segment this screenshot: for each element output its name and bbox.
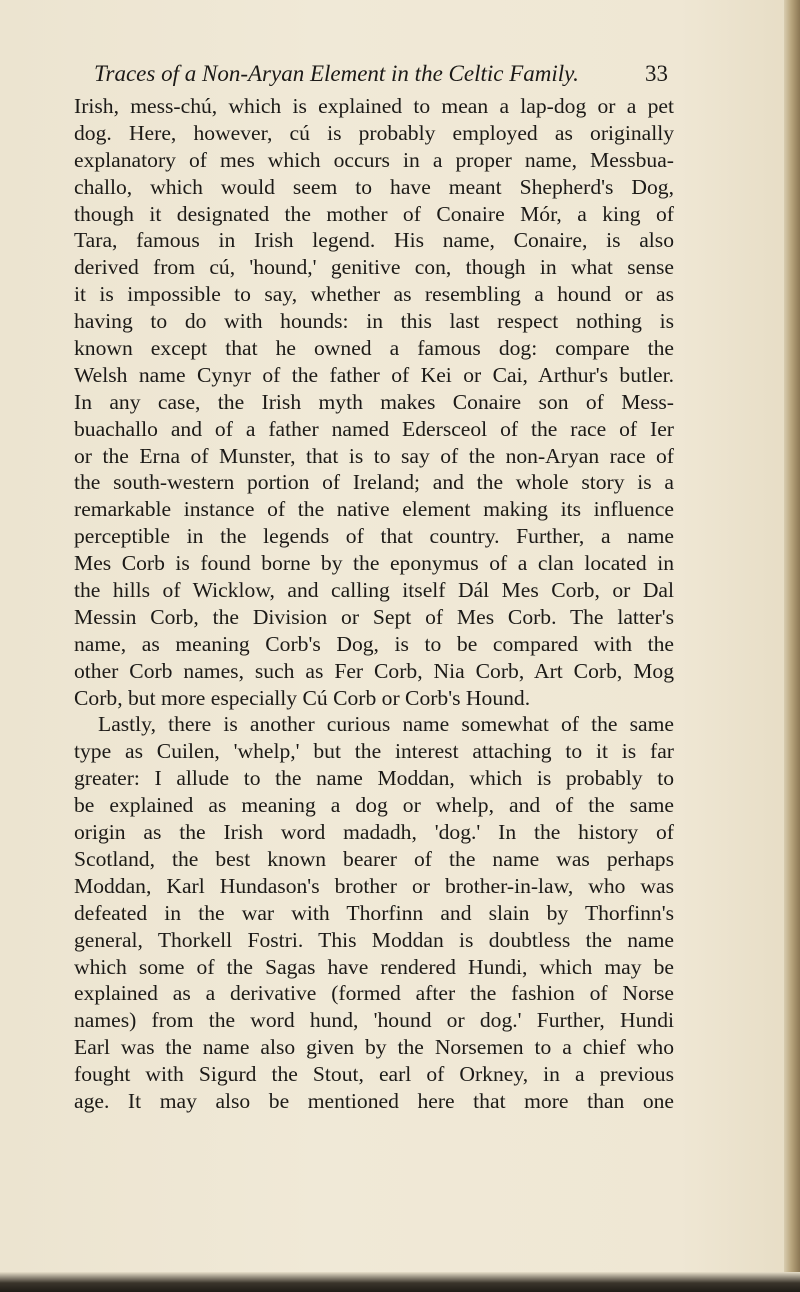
text-line: the hills of Wicklow, and calling itself Dál Mes Corb, or Dal xyxy=(74,578,674,603)
text-line: having to do with hounds: in this last respect nothing is xyxy=(74,309,674,334)
page-edge-shadow xyxy=(784,0,800,1292)
text-line: be explained as meaning a dog or whelp, and of the same xyxy=(74,793,674,818)
text-line: origin as the Irish word madadh, 'dog.' In the history of xyxy=(74,820,674,845)
text-line: Moddan, Karl Hundason's brother or brother-in-law, who was xyxy=(74,873,674,898)
text-line: type as Cuilen, 'whelp,' but the interest attaching to it is far xyxy=(74,739,674,764)
text-line: dog. Here, however, cú is probably employed as originally xyxy=(74,120,674,145)
text-line: remarkable instance of the native element making its influence xyxy=(74,497,674,522)
text-line: known except that he owned a famous dog: compare the xyxy=(74,336,674,361)
text-line: challo, which would seem to have meant Shepherd's Dog, xyxy=(74,174,674,199)
text-line: Tara, famous in Irish legend. His name, Conaire, is also xyxy=(74,228,674,253)
text-line: the south-western portion of Ireland; and the whole story is a xyxy=(74,470,674,495)
text-line: it is impossible to say, whether as resembling a hound or as xyxy=(74,282,674,307)
text-line: which some of the Sagas have rendered Hundi, which may be xyxy=(74,954,674,979)
text-line: Scotland, the best known bearer of the name was perhaps xyxy=(74,846,674,871)
text-line: name, as meaning Corb's Dog, is to be compared with the xyxy=(74,631,674,656)
page-number: 33 xyxy=(645,61,668,86)
text-line: buachallo and of a father named Edersceol of the race of Ier xyxy=(74,416,674,441)
text-line: Mes Corb is found borne by the eponymus of a clan located in xyxy=(74,551,674,576)
text-line: or the Erna of Munster, that is to say of the non-Aryan race of xyxy=(74,443,674,468)
text-line: Irish, mess-chú, which is explained to mean a lap-dog or a pet xyxy=(74,94,674,118)
text-line: explained as a derivative (formed after the fashion of Norse xyxy=(74,981,674,1006)
text-line: perceptible in the legends of that country. Further, a name xyxy=(74,524,674,549)
page-bottom-edge xyxy=(0,1272,800,1292)
running-head-title: Traces of a Non-Aryan Element in the Celtic Family. xyxy=(94,61,579,86)
text-line: other Corb names, such as Fer Corb, Nia Corb, Art Corb, Mog xyxy=(74,658,674,683)
text-line: Lastly, there is another curious name somewhat of the same xyxy=(98,712,674,737)
text-line: fought with Sigurd the Stout, earl of Orkney, in a previous xyxy=(74,1062,674,1087)
text-line: derived from cú, 'hound,' genitive con, though in what sense xyxy=(74,255,674,280)
text-line: though it designated the mother of Conaire Mór, a king of xyxy=(74,201,674,226)
text-line: Welsh name Cynyr of the father of Kei or Cai, Arthur's butler. xyxy=(74,362,674,387)
text-line: defeated in the war with Thorfinn and slain by Thorfinn's xyxy=(74,900,674,925)
text-line: age. It may also be mentioned here that more than one xyxy=(74,1088,674,1113)
text-line: explanatory of mes which occurs in a proper name, Messbua- xyxy=(74,147,674,172)
text-line: greater: I allude to the name Moddan, which is probably to xyxy=(74,766,674,791)
text-line: Earl was the name also given by the Norsemen to a chief who xyxy=(74,1035,674,1060)
text-line: general, Thorkell Fostri. This Moddan is doubtless the name xyxy=(74,927,674,952)
text-line: Messin Corb, the Division or Sept of Mes Corb. The latter's xyxy=(74,604,674,629)
running-head xyxy=(94,56,668,92)
text-line: names) from the word hund, 'hound or dog.' Further, Hundi xyxy=(74,1008,674,1033)
text-line: In any case, the Irish myth makes Conaire son of Mess- xyxy=(74,389,674,414)
text-line: Corb, but more especially Cú Corb or Corb's Hound. xyxy=(74,685,531,710)
body-text xyxy=(74,93,674,1115)
